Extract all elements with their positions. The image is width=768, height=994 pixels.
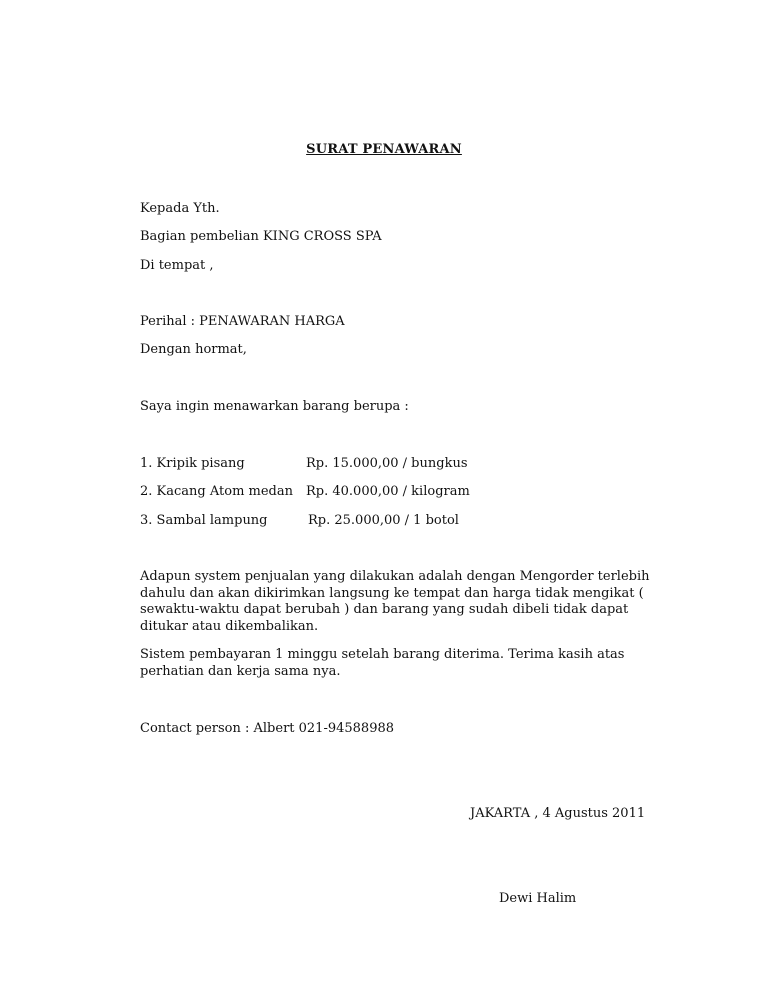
item-price-2: Rp. 40.000,00 / kilogram [306,484,470,499]
terms-line-4: ditukar atau dikembalikan. [140,618,319,634]
terms-line-2: dahulu dan akan dikirimkan langsung ke tempat dan harga tidak mengikat ( [140,585,644,601]
item-name-2: 2. Kacang Atom medan [140,484,293,499]
item-price-1: Rp. 15.000,00 / bungkus [306,456,468,471]
payment-line-1: Sistem pembayaran 1 minggu setelah barang diterima. Terima kasih atas [140,647,625,662]
item-name-3: 3. Sambal lampung [140,513,268,528]
terms-paragraph [140,569,650,635]
contact-line: Contact person : Albert 021-94588988 [140,721,395,736]
item-name-1: 1. Kripik pisang [140,456,245,471]
item-price-3: Rp. 25.000,00 / 1 botol [308,513,459,528]
intro-line: Saya ingin menawarkan barang berupa : [140,399,409,414]
recipient-line-2: Bagian pembelian KING CROSS SPA [140,229,382,244]
terms-line-3: sewaktu-waktu dapat berubah ) dan barang yang sudah dibeli tidak dapat [140,602,629,617]
recipient-line-1: Kepada Yth. [140,201,220,216]
greeting-line: Dengan hormat, [140,342,247,357]
terms-line-1: Adapun system penjualan yang dilakukan adalah dengan Mengorder terlebih [140,569,650,584]
signature-name: Dewi Halim [499,891,577,906]
place-date: JAKARTA , 4 Agustus 2011 [470,806,646,821]
subject-line: Perihal : PENAWARAN HARGA [140,314,345,329]
payment-line-2: perhatian dan kerja sama nya. [140,663,341,679]
recipient-line-3: Di tempat , [140,258,214,273]
payment-paragraph [140,647,625,680]
letter-title: SURAT PENAWARAN [306,142,462,157]
